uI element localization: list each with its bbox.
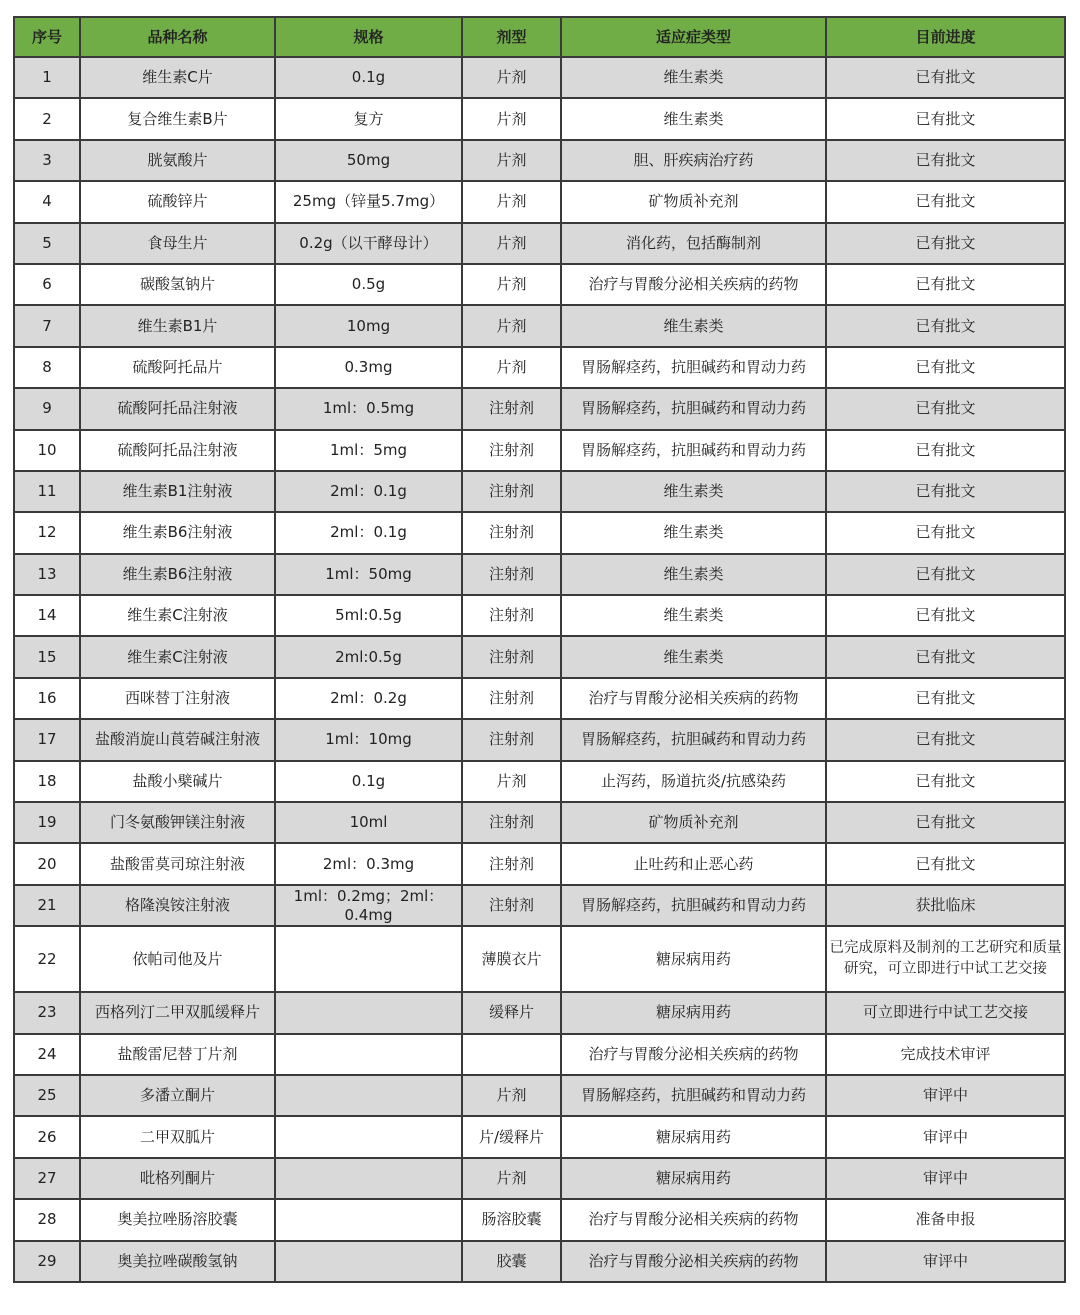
cell-form: 注射剂	[462, 554, 561, 595]
cell-no: 5	[14, 223, 80, 264]
cell-spec	[275, 1116, 462, 1157]
cell-status: 已有批文	[826, 140, 1065, 181]
cell-indication: 止泻药，肠道抗炎/抗感染药	[561, 761, 826, 802]
table-row	[14, 140, 1065, 181]
cell-form: 注射剂	[462, 430, 561, 471]
cell-name: 硫酸锌片	[80, 181, 275, 222]
cell-indication: 治疗与胃酸分泌相关疾病的药物	[561, 1241, 826, 1282]
table-row	[14, 223, 1065, 264]
cell-indication: 胃肠解痉药，抗胆碱药和胃动力药	[561, 430, 826, 471]
cell-name: 复合维生素B片	[80, 98, 275, 139]
cell-no: 16	[14, 678, 80, 719]
cell-spec	[275, 926, 462, 992]
table-row	[14, 992, 1065, 1033]
cell-status: 已有批文	[826, 843, 1065, 884]
cell-name: 食母生片	[80, 223, 275, 264]
table-row	[14, 1199, 1065, 1240]
table-header	[14, 17, 1065, 57]
table-row	[14, 181, 1065, 222]
cell-form: 注射剂	[462, 595, 561, 636]
cell-name: 依帕司他及片	[80, 926, 275, 992]
cell-indication: 胃肠解痉药，抗胆碱药和胃动力药	[561, 719, 826, 760]
cell-form: 片剂	[462, 305, 561, 346]
cell-status: 审评中	[826, 1241, 1065, 1282]
cell-no: 26	[14, 1116, 80, 1157]
cell-name: 吡格列酮片	[80, 1158, 275, 1199]
cell-indication: 治疗与胃酸分泌相关疾病的药物	[561, 678, 826, 719]
cell-indication: 维生素类	[561, 595, 826, 636]
cell-spec: 50mg	[275, 140, 462, 181]
cell-no: 19	[14, 802, 80, 843]
cell-status: 已有批文	[826, 719, 1065, 760]
cell-indication: 糖尿病用药	[561, 992, 826, 1033]
cell-status: 已有批文	[826, 471, 1065, 512]
cell-name: 维生素B6注射液	[80, 512, 275, 553]
cell-no: 12	[14, 512, 80, 553]
cell-spec: 10mg	[275, 305, 462, 346]
cell-indication: 维生素类	[561, 471, 826, 512]
cell-name: 盐酸小檗碱片	[80, 761, 275, 802]
cell-name: 维生素B6注射液	[80, 554, 275, 595]
table-row	[14, 678, 1065, 719]
cell-form: 注射剂	[462, 636, 561, 677]
table-row	[14, 636, 1065, 677]
cell-no: 27	[14, 1158, 80, 1199]
cell-no: 17	[14, 719, 80, 760]
cell-status: 获批临床	[826, 885, 1065, 926]
cell-name: 维生素C片	[80, 57, 275, 98]
cell-status: 审评中	[826, 1158, 1065, 1199]
table-row	[14, 595, 1065, 636]
cell-indication: 治疗与胃酸分泌相关疾病的药物	[561, 1034, 826, 1075]
cell-form: 肠溶胶囊	[462, 1199, 561, 1240]
cell-form	[462, 1034, 561, 1075]
cell-spec: 0.3mg	[275, 347, 462, 388]
cell-status: 已有批文	[826, 678, 1065, 719]
cell-no: 4	[14, 181, 80, 222]
table-row	[14, 471, 1065, 512]
cell-name: 硫酸阿托品注射液	[80, 388, 275, 429]
cell-no: 8	[14, 347, 80, 388]
cell-form: 片剂	[462, 57, 561, 98]
cell-name: 维生素C注射液	[80, 595, 275, 636]
table-row	[14, 388, 1065, 429]
cell-spec: 2ml：0.1g	[275, 471, 462, 512]
cell-name: 碳酸氢钠片	[80, 264, 275, 305]
cell-indication: 维生素类	[561, 554, 826, 595]
cell-indication: 止吐药和止恶心药	[561, 843, 826, 884]
cell-no: 15	[14, 636, 80, 677]
cell-status: 已有批文	[826, 57, 1065, 98]
cell-indication: 胃肠解痉药，抗胆碱药和胃动力药	[561, 885, 826, 926]
table-row	[14, 1075, 1065, 1116]
cell-form: 注射剂	[462, 678, 561, 719]
cell-indication: 矿物质补充剂	[561, 802, 826, 843]
cell-name: 硫酸阿托品注射液	[80, 430, 275, 471]
cell-spec: 2ml:0.5g	[275, 636, 462, 677]
cell-name: 奥美拉唑肠溶胶囊	[80, 1199, 275, 1240]
header-row	[14, 17, 1065, 57]
cell-name: 二甲双胍片	[80, 1116, 275, 1157]
cell-spec: 1ml：10mg	[275, 719, 462, 760]
table-row	[14, 512, 1065, 553]
table-row	[14, 57, 1065, 98]
cell-no: 20	[14, 843, 80, 884]
cell-no: 1	[14, 57, 80, 98]
cell-status: 已有批文	[826, 181, 1065, 222]
cell-name: 维生素C注射液	[80, 636, 275, 677]
cell-form: 注射剂	[462, 885, 561, 926]
cell-form: 注射剂	[462, 719, 561, 760]
cell-status: 已有批文	[826, 347, 1065, 388]
cell-spec: 1ml：0.2mg；2ml：0.4mg	[275, 885, 462, 926]
table-row	[14, 926, 1065, 992]
cell-spec: 0.1g	[275, 761, 462, 802]
cell-status: 完成技术审评	[826, 1034, 1065, 1075]
cell-no: 7	[14, 305, 80, 346]
cell-no: 9	[14, 388, 80, 429]
cell-form: 片剂	[462, 98, 561, 139]
cell-form: 注射剂	[462, 471, 561, 512]
cell-status: 已有批文	[826, 98, 1065, 139]
cell-no: 29	[14, 1241, 80, 1282]
cell-name: 多潘立酮片	[80, 1075, 275, 1116]
cell-spec	[275, 1034, 462, 1075]
cell-form: 片剂	[462, 223, 561, 264]
cell-status: 审评中	[826, 1075, 1065, 1116]
cell-spec: 0.5g	[275, 264, 462, 305]
cell-no: 28	[14, 1199, 80, 1240]
cell-form: 片剂	[462, 1158, 561, 1199]
table-row	[14, 761, 1065, 802]
cell-indication: 胃肠解痉药，抗胆碱药和胃动力药	[561, 347, 826, 388]
cell-name: 硫酸阿托品片	[80, 347, 275, 388]
table-row	[14, 347, 1065, 388]
cell-status: 审评中	[826, 1116, 1065, 1157]
table-row	[14, 719, 1065, 760]
cell-spec	[275, 1158, 462, 1199]
cell-indication: 矿物质补充剂	[561, 181, 826, 222]
cell-no: 18	[14, 761, 80, 802]
cell-name: 盐酸雷莫司琼注射液	[80, 843, 275, 884]
cell-indication: 维生素类	[561, 636, 826, 677]
table-row	[14, 264, 1065, 305]
cell-form: 片剂	[462, 264, 561, 305]
header-status: 目前进度	[826, 17, 1065, 57]
table-row	[14, 843, 1065, 884]
cell-no: 10	[14, 430, 80, 471]
cell-status: 已有批文	[826, 388, 1065, 429]
cell-spec: 1ml：0.5mg	[275, 388, 462, 429]
cell-no: 21	[14, 885, 80, 926]
cell-spec: 10ml	[275, 802, 462, 843]
cell-status: 已有批文	[826, 595, 1065, 636]
cell-no: 24	[14, 1034, 80, 1075]
cell-no: 3	[14, 140, 80, 181]
cell-status: 已有批文	[826, 554, 1065, 595]
cell-form: 胶囊	[462, 1241, 561, 1282]
cell-form: 注射剂	[462, 802, 561, 843]
cell-indication: 胃肠解痉药，抗胆碱药和胃动力药	[561, 388, 826, 429]
cell-form: 缓释片	[462, 992, 561, 1033]
cell-name: 格隆溴铵注射液	[80, 885, 275, 926]
cell-status: 已有批文	[826, 761, 1065, 802]
cell-no: 13	[14, 554, 80, 595]
header-indication: 适应症类型	[561, 17, 826, 57]
cell-indication: 糖尿病用药	[561, 926, 826, 992]
cell-spec: 1ml：50mg	[275, 554, 462, 595]
cell-form: 注射剂	[462, 843, 561, 884]
cell-indication: 维生素类	[561, 57, 826, 98]
cell-no: 11	[14, 471, 80, 512]
cell-spec: 1ml：5mg	[275, 430, 462, 471]
cell-indication: 治疗与胃酸分泌相关疾病的药物	[561, 264, 826, 305]
cell-name: 盐酸雷尼替丁片剂	[80, 1034, 275, 1075]
table-row	[14, 1241, 1065, 1282]
header-spec: 规格	[275, 17, 462, 57]
cell-form: 薄膜衣片	[462, 926, 561, 992]
cell-status: 已有批文	[826, 512, 1065, 553]
cell-spec: 0.1g	[275, 57, 462, 98]
cell-indication: 糖尿病用药	[561, 1116, 826, 1157]
cell-no: 25	[14, 1075, 80, 1116]
table-row	[14, 1034, 1065, 1075]
cell-no: 22	[14, 926, 80, 992]
cell-spec	[275, 1241, 462, 1282]
cell-name: 盐酸消旋山莨菪碱注射液	[80, 719, 275, 760]
cell-name: 胱氨酸片	[80, 140, 275, 181]
cell-form: 片剂	[462, 140, 561, 181]
cell-indication: 维生素类	[561, 98, 826, 139]
cell-status: 已有批文	[826, 264, 1065, 305]
cell-form: 片剂	[462, 181, 561, 222]
cell-name: 西咪替丁注射液	[80, 678, 275, 719]
cell-indication: 维生素类	[561, 305, 826, 346]
table-row	[14, 1116, 1065, 1157]
table-row	[14, 885, 1065, 926]
cell-indication: 消化药，包括酶制剂	[561, 223, 826, 264]
header-name: 品种名称	[80, 17, 275, 57]
cell-form: 片/缓释片	[462, 1116, 561, 1157]
cell-spec	[275, 992, 462, 1033]
cell-no: 14	[14, 595, 80, 636]
cell-indication: 胆、肝疾病治疗药	[561, 140, 826, 181]
cell-spec	[275, 1075, 462, 1116]
cell-no: 23	[14, 992, 80, 1033]
cell-indication: 糖尿病用药	[561, 1158, 826, 1199]
cell-form: 注射剂	[462, 388, 561, 429]
cell-name: 奥美拉唑碳酸氢钠	[80, 1241, 275, 1282]
header-form: 剂型	[462, 17, 561, 57]
table-row	[14, 802, 1065, 843]
cell-spec: 2ml：0.1g	[275, 512, 462, 553]
cell-spec: 25mg（锌量5.7mg）	[275, 181, 462, 222]
cell-indication: 治疗与胃酸分泌相关疾病的药物	[561, 1199, 826, 1240]
cell-name: 门冬氨酸钾镁注射液	[80, 802, 275, 843]
cell-status: 已有批文	[826, 430, 1065, 471]
cell-indication: 维生素类	[561, 512, 826, 553]
cell-status: 已有批文	[826, 223, 1065, 264]
table-body	[14, 57, 1065, 1282]
cell-status: 准备申报	[826, 1199, 1065, 1240]
cell-form: 片剂	[462, 761, 561, 802]
cell-spec: 2ml：0.2g	[275, 678, 462, 719]
cell-status: 已完成原料及制剂的工艺研究和质量研究，可立即进行中试工艺交接	[826, 926, 1065, 992]
cell-spec: 2ml：0.3mg	[275, 843, 462, 884]
cell-status: 已有批文	[826, 636, 1065, 677]
cell-indication: 胃肠解痉药，抗胆碱药和胃动力药	[561, 1075, 826, 1116]
header-no: 序号	[14, 17, 80, 57]
cell-form: 注射剂	[462, 512, 561, 553]
cell-name: 维生素B1片	[80, 305, 275, 346]
cell-status: 已有批文	[826, 802, 1065, 843]
cell-spec: 复方	[275, 98, 462, 139]
table-row	[14, 98, 1065, 139]
cell-status: 已有批文	[826, 305, 1065, 346]
cell-form: 片剂	[462, 1075, 561, 1116]
cell-form: 片剂	[462, 347, 561, 388]
table-row	[14, 1158, 1065, 1199]
table-row	[14, 554, 1065, 595]
cell-name: 西格列汀二甲双胍缓释片	[80, 992, 275, 1033]
cell-status: 可立即进行中试工艺交接	[826, 992, 1065, 1033]
cell-spec: 0.2g（以干酵母计）	[275, 223, 462, 264]
cell-spec	[275, 1199, 462, 1240]
product-table	[13, 16, 1066, 1283]
cell-no: 2	[14, 98, 80, 139]
cell-no: 6	[14, 264, 80, 305]
table-row	[14, 305, 1065, 346]
cell-spec: 5ml:0.5g	[275, 595, 462, 636]
cell-name: 维生素B1注射液	[80, 471, 275, 512]
table-row	[14, 430, 1065, 471]
